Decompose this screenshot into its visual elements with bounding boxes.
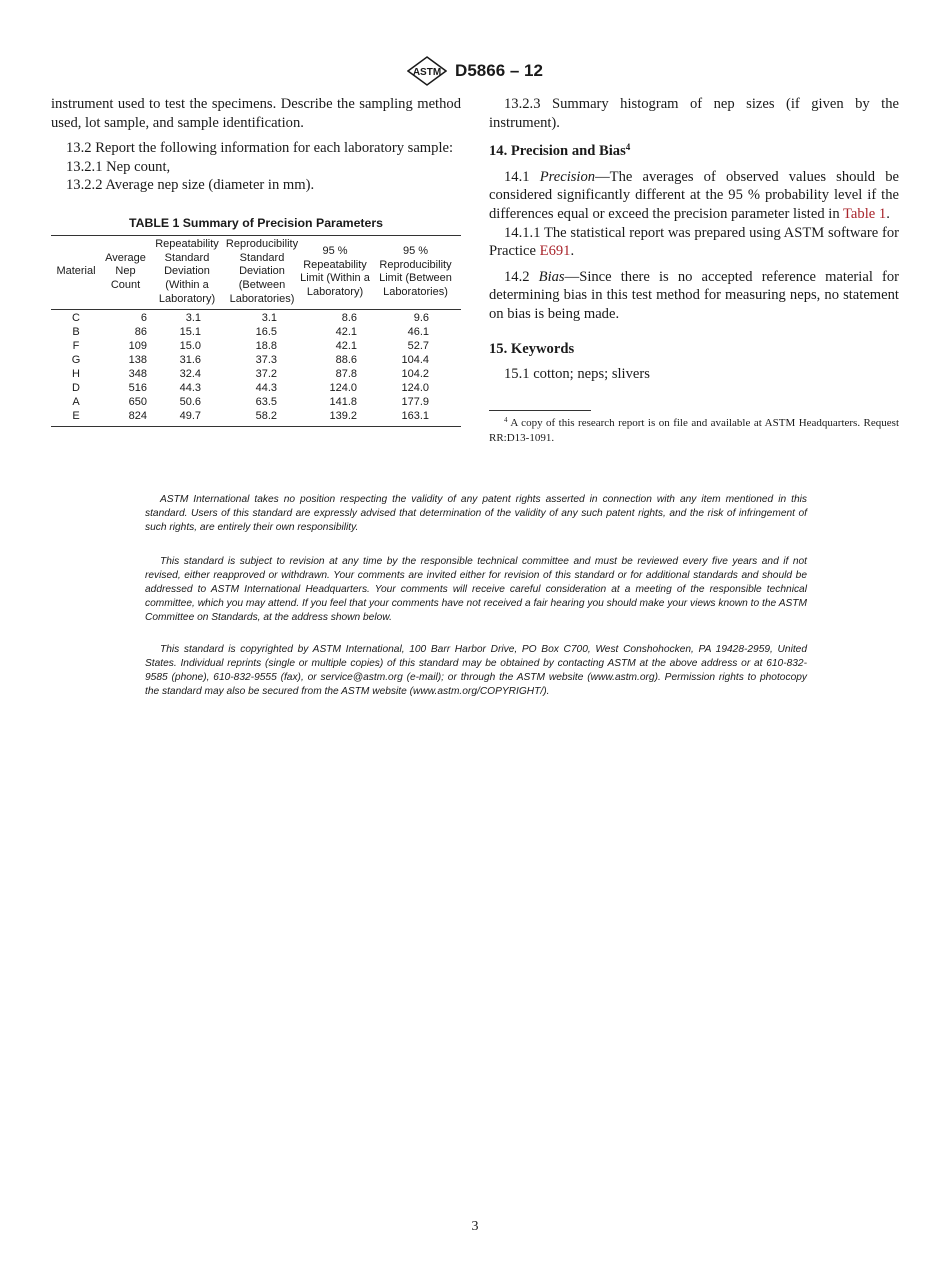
page-number: 3 [471, 1219, 479, 1234]
paragraph-13-2-2: 13.2.2 Average nep size (diameter in mm). [66, 177, 315, 194]
table-cell: H [72, 368, 80, 381]
table-cell: 37.3 [255, 354, 277, 367]
table-row [51, 340, 461, 354]
table-cell: 163.1 [370, 410, 461, 426]
table-row [51, 310, 461, 326]
right-column [489, 95, 899, 446]
table-cell: 16.5 [255, 326, 277, 339]
paragraph-14-1-text: —The averages of observed values should be considered significantly different at the 95 % probability level if the differences equal or exceed the precision parameter listed in [489, 168, 899, 222]
astm-logo-icon [407, 56, 447, 86]
table-cell: 63.5 [255, 395, 277, 408]
table-cell: 50.6 [179, 395, 201, 408]
table-cell: 37.2 [255, 368, 277, 381]
footnote-ref-4[interactable]: 4 [625, 142, 631, 153]
table-cell: 177.9 [401, 395, 429, 408]
table-header-row [51, 235, 461, 310]
table-cell: B [72, 326, 80, 339]
paragraph-14-1-1-end: . [570, 243, 575, 260]
paragraph-14-2-number: 14.2 [504, 268, 530, 285]
copyright-notice: This standard is copyrighted by ASTM International, 100 Barr Harbor Drive, PO Box C700, West Conshohocken, PA 19428-2959, United States. Individual reprints (single or multiple copies) of this standard may be obtained by contacting ASTM at the above address or at 610-832-9585 (phone), 610-832-9555 (fax), or service@astm.org (e-mail); or through the ASTM website (www.astm.org). Permission rights to photocopy the standard may also be secured from the ASTM website (www.astm.org/COPYRIGHT/). [145, 644, 807, 697]
table-cell: 138 [128, 354, 147, 367]
page-header [0, 55, 950, 87]
table-cell: 31.6 [179, 354, 201, 367]
table-row [51, 410, 461, 426]
footnote-divider [489, 410, 591, 411]
patent-notice: ASTM International takes no position respecting the validity of any patent rights asserted in connection with any item mentioned in this standard. Users of this standard are expressly advised that determination of the validity of any such patent rights, and the risk of infringement of such rights, are entirely their own responsibility. [145, 494, 807, 533]
table-cell: 3.1 [185, 312, 201, 325]
col-average-nep-count: Average Nep Count [101, 235, 150, 310]
precision-term: Precision [539, 168, 596, 185]
footnote-4 [489, 416, 899, 446]
section-15-heading: 15. Keywords [489, 340, 575, 357]
table-cell: 86 [134, 326, 147, 339]
document-number: D5866 – 12 [455, 61, 543, 80]
table-cell: G [71, 354, 81, 367]
table-row [51, 354, 461, 368]
table-cell: 15.0 [179, 340, 201, 353]
paragraph-13-2: 13.2 Report the following information for each laboratory sample: [66, 140, 454, 157]
table-cell: 42.1 [335, 340, 357, 353]
footnote-text: A copy of this research report is on file and available at ASTM Headquarters. Request RR:D13-1091. [489, 416, 899, 444]
table-cell: 58.2 [224, 410, 300, 426]
paragraph-13-2-1: 13.2.1 Nep count, [66, 158, 171, 175]
table-cell: 46.1 [407, 326, 429, 339]
table-cell: 124.0 [329, 382, 357, 395]
paragraph-14-2 [489, 268, 899, 324]
section-14-heading [489, 142, 899, 161]
paragraph-13-2-3: 13.2.3 Summary histogram of nep sizes (if given by the instrument). [489, 96, 899, 131]
paragraph-14-1-end: . [886, 205, 890, 222]
table-cell: F [72, 340, 80, 353]
table-cell: 139.2 [300, 410, 370, 426]
svg-text:ASTM: ASTM [412, 67, 442, 78]
table-cell: 44.3 [255, 382, 277, 395]
precision-table [51, 235, 461, 427]
footnote-number: 4 [504, 415, 508, 424]
revision-notice: This standard is subject to revision at any time by the responsible technical committee and must be reviewed every five years and if not revised, either reapproved or withdrawn. Your comments are invited either for revision of this standard or for additional standards and should be addressed to ASTM International Headquarters. Your comments will receive careful consideration at a meeting of the responsible technical committee, which you may attend. If you feel that your comments have not received a fair hearing you should make your views known to the ASTM Committee on Standards, at the address shown below. [145, 556, 807, 623]
left-column [51, 95, 461, 427]
table-cell: 109 [128, 340, 147, 353]
col-repeatability-sd: Repeatability Standard Deviation (Within a Laboratory) [150, 235, 224, 310]
table-cell: 87.8 [335, 368, 357, 381]
table-cell: 88.6 [335, 354, 357, 367]
table-cell: 104.2 [401, 368, 429, 381]
table-cell: 9.6 [413, 312, 429, 325]
col-repeatability-limit: 95 % Repeatability Limit (Within a Laboratory) [300, 235, 370, 310]
table-cell: 15.1 [179, 326, 201, 339]
col-material: Material [51, 235, 101, 310]
table-row [51, 368, 461, 382]
table-cell: 824 [101, 410, 150, 426]
table-cell: 8.6 [341, 312, 357, 325]
paragraph-15-1: 15.1 cotton; neps; slivers [504, 366, 650, 383]
table-row [51, 326, 461, 340]
e691-link[interactable]: E691 [539, 243, 571, 260]
table-cell: 3.1 [261, 312, 277, 325]
table-cell: C [72, 312, 80, 325]
table-cell: 49.7 [150, 410, 224, 426]
section-14-heading-text: 14. Precision and Bias [489, 143, 626, 160]
paragraph-14-1-number: 14.1 [504, 168, 530, 185]
table-cell: 104.4 [401, 354, 429, 367]
table-cell: 52.7 [407, 340, 429, 353]
paragraph-14-1-1-text: 14.1.1 The statistical report was prepared using ASTM software for Practice [489, 224, 899, 260]
table-cell: 650 [128, 395, 147, 408]
table-row [51, 382, 461, 396]
table-cell: 348 [128, 368, 147, 381]
col-reproducibility-sd: Reproducibility Standard Deviation (Between Laboratories) [224, 235, 300, 310]
col-reproducibility-limit: 95 % Reproducibility Limit (Between Laboratories) [370, 235, 461, 310]
table-cell: 124.0 [401, 382, 429, 395]
table-cell: 32.4 [179, 368, 201, 381]
table-1-link[interactable]: Table 1 [843, 205, 887, 222]
table-body [51, 310, 461, 426]
table-cell: 18.8 [255, 340, 277, 353]
table-caption: TABLE 1 Summary of Precision Parameters [128, 215, 383, 230]
table-cell: 141.8 [329, 395, 357, 408]
paragraph-14-1-1 [489, 224, 899, 261]
table-cell: E [51, 410, 101, 426]
table-cell: D [72, 382, 80, 395]
bias-term: Bias [538, 268, 565, 285]
table-cell: 44.3 [179, 382, 201, 395]
paragraph-14-2-text: —Since there is no accepted reference material for determining bias in this test method for measuring neps, no statement on bias is being made. [489, 268, 899, 322]
paragraph-13-1-continued: instrument used to test the specimens. Describe the sampling method used, lot sample, and sample identification. [51, 96, 461, 131]
table-cell: 6 [140, 312, 147, 325]
table-cell: 42.1 [335, 326, 357, 339]
paragraph-14-1 [489, 168, 899, 224]
table-cell: 516 [128, 382, 147, 395]
table-row [51, 396, 461, 410]
table-cell: A [72, 395, 80, 408]
